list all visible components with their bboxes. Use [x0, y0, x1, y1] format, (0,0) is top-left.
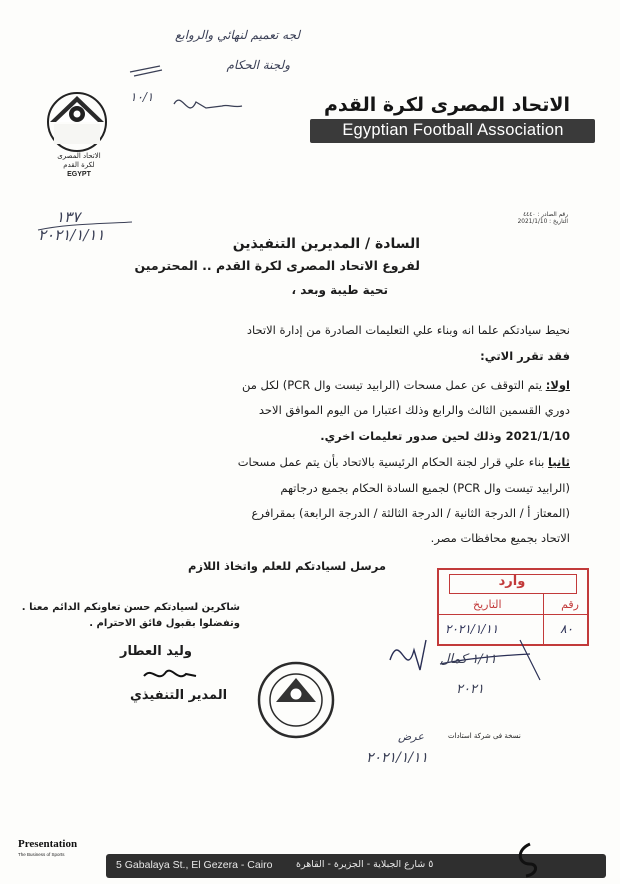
item-1-line-1 — [242, 377, 570, 393]
handwritten-note-date: ١٠/١ — [130, 90, 154, 104]
footer-brand: Presentation — [18, 838, 78, 850]
item-1-text-1: يتم التوقف عن عمل مسحات (الرابيد تيست وال PCR) لكل من — [241, 378, 543, 392]
logo-caption-line-3: EGYPT — [67, 171, 91, 178]
org-name-arabic: الاتحاد المصرى لكرة القدم — [324, 94, 570, 116]
handwritten-ref-date: ٢٠٢١/١/١١ — [38, 226, 105, 244]
greeting: تحية طيبة وبعد ، — [291, 283, 388, 297]
signer-signature — [140, 664, 200, 686]
logo-caption-line-2: لكرة القدم — [63, 161, 95, 169]
item-2-text-1: بناء علي قرار لجنة الحكام الرئيسية بالاتحاد بأن يتم عمل مسحات — [237, 455, 545, 469]
handwritten-bottom-date: ٢٠٢١/١/١١ — [366, 750, 429, 766]
signer-name: وليد العطار — [120, 644, 193, 659]
efa-seal — [256, 660, 336, 740]
org-name-english: Egyptian Football Association — [342, 121, 564, 139]
outgoing-ref-date: التاريخ : 2021/1/10 — [517, 219, 568, 225]
addressee-line: لفروع الاتحاد المصرى لكرة القدم .. المحترمين — [134, 258, 420, 273]
footer-emblem-icon — [512, 840, 542, 880]
handwritten-bottom-tag: عرض — [398, 730, 424, 743]
logo-caption-line-1: الاتحاد المصرى — [57, 152, 101, 160]
item-2-line-1 — [238, 454, 570, 470]
item-2-line-3: (المعتاز أ / الدرجة الثانية / الدرجة الثالثة / الدرجة الرابعة) بمقرافرع — [251, 506, 570, 520]
footer-brand-sub: The Business of Sports — [18, 852, 65, 857]
logo-caption — [40, 152, 118, 179]
closing-line: مرسل لسيادتكم للعلم واتخاذ اللازم — [188, 559, 386, 573]
handwritten-sign-date-2: ٢٠٢١ — [456, 682, 484, 697]
incoming-stamp-date: ٢٠٢١/١/١١ — [445, 622, 499, 636]
paragraph-1-line-2: فقد تقرر الاتي: — [480, 349, 570, 363]
copy-note: نسخة فى شركة استادات — [448, 732, 521, 740]
item-2-label: ثانيا — [548, 455, 570, 469]
thanks-line-1: شاكرين لسيادتكم حسن تعاونكم الدائم معنا . — [21, 602, 240, 613]
item-2-line-2: (الرابيد تيست وال PCR) لجميع السادة الحكام بجميع درجاتهم — [280, 481, 570, 495]
incoming-stamp-title: وارد — [498, 574, 526, 589]
handwritten-sign-date-1: ١/١١ كمال — [440, 652, 497, 667]
incoming-stamp-num: ٨٠ — [560, 622, 573, 636]
handwritten-note-2: ولجنة الحكام — [226, 58, 290, 72]
item-1-label: اولا: — [545, 378, 570, 392]
outgoing-ref-number: رقم الصادر : ٤٤٤٠ — [523, 212, 568, 218]
incoming-stamp-num-label: رقم — [561, 598, 579, 611]
addressee-title: السادة / المديرين التنفيذين — [232, 236, 420, 252]
handwritten-ref-number: ١٣٧ — [56, 208, 81, 226]
outgoing-ref-block — [468, 212, 568, 226]
footer-address-arabic: ٥ شارع الجبلاية - الجزيرة - القاهرة — [296, 859, 434, 870]
item-1-line-2: دوري القسمين الثالث والرابع وذلك اعتبارا من اليوم الموافق الاحد — [258, 403, 570, 417]
footer-address-english: 5 Gabalaya St., El Gezera - Cairo — [116, 859, 273, 871]
signer-title: المدير التنفيذي — [130, 688, 228, 703]
handwritten-scribble — [110, 60, 250, 140]
item-1-line-3: 2021/1/10 وذلك لحين صدور تعليمات اخري. — [320, 429, 570, 443]
paragraph-1-line-1: نحيط سيادتكم علما انه وبناء علي التعليمات الصادرة من إدارة الاتحاد — [246, 323, 570, 337]
thanks-line-2: وتفضلوا بقبول فائق الاحترام . — [89, 618, 240, 629]
item-2-line-4: الاتحاد بجميع محافظات مصر. — [430, 531, 570, 545]
incoming-stamp-date-label: التاريخ — [473, 598, 502, 611]
handwritten-note-1: لجه تعميم لنهائي والروابع — [174, 28, 300, 42]
ref-underline — [36, 220, 136, 234]
